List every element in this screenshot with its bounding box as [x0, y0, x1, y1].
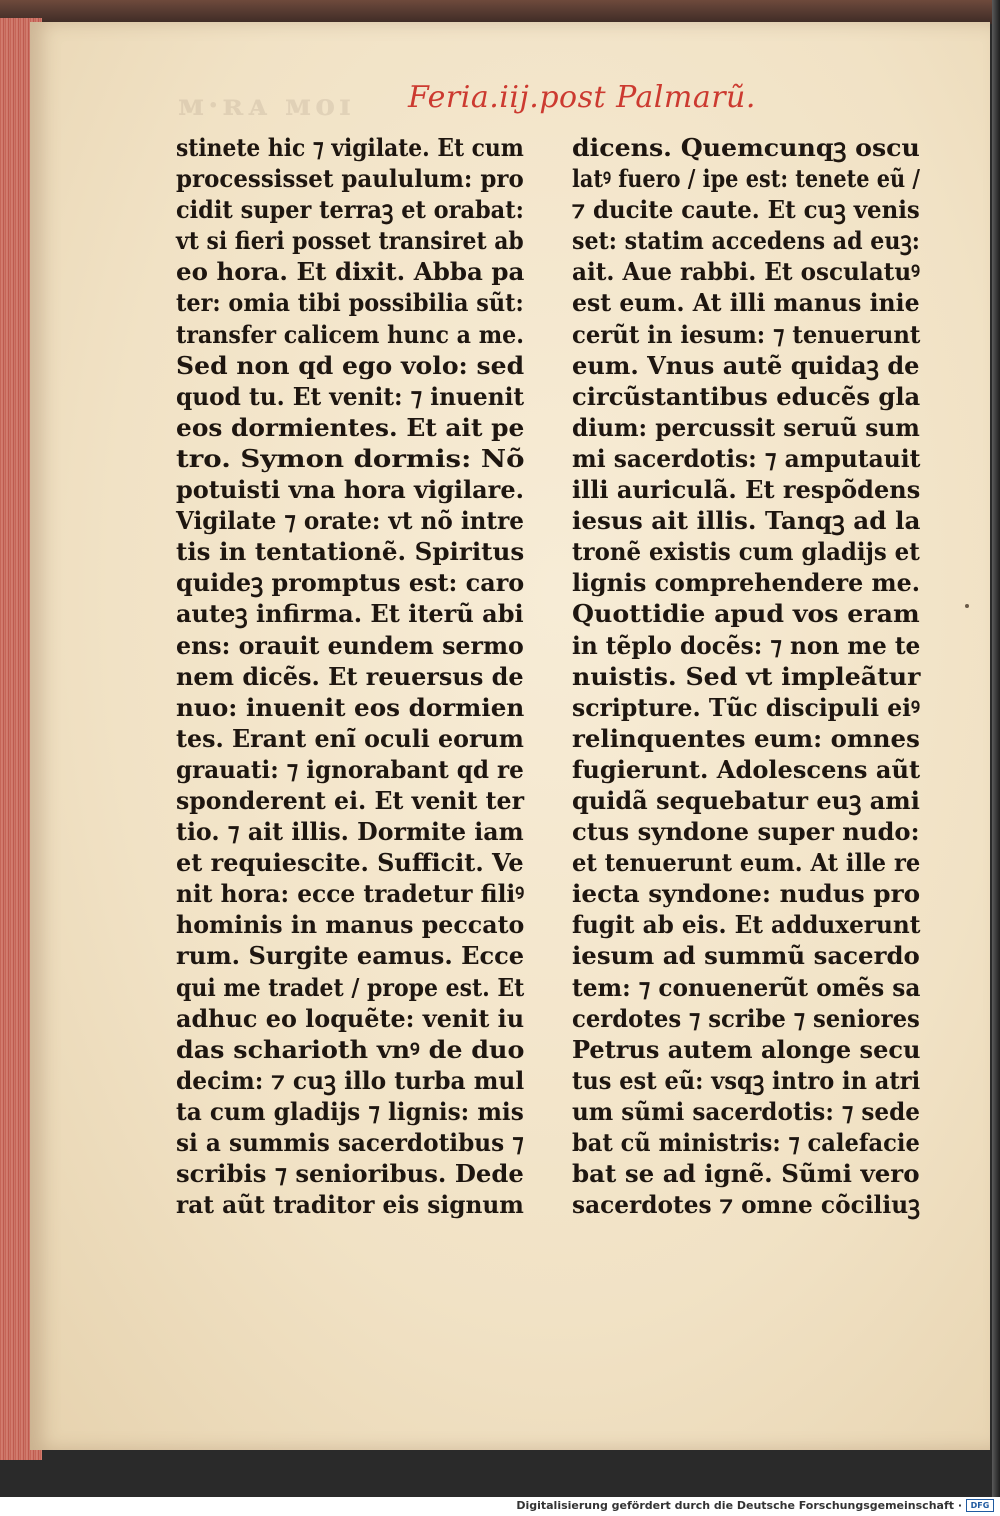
text-line: Vigilate ⁊ orate: vt nõ intre [176, 506, 524, 536]
text-line: latꝰ fuero / ipe est: tenete eũ / [572, 164, 921, 194]
text-line: sponderent ei. Et venit ter [176, 785, 525, 815]
text-line: adhuc eo loquẽte: venit iu [176, 1003, 525, 1033]
text-line: rum. Surgite eamus. Ecce [176, 941, 525, 971]
text-line: eos dormientes. Et ait pe [176, 412, 525, 442]
footer-bar [0, 1497, 1000, 1516]
text-line: iecta syndone: nudus pro [572, 879, 921, 909]
text-line: est eum. At illi manus inie [572, 288, 920, 318]
running-head: Feria.iij.post Palmarũ. [408, 80, 756, 115]
text-line: et requiescite. Sufficit. Ve [176, 848, 524, 878]
text-line: dicens. Quemcunqꝫ oscu [572, 133, 920, 162]
text-line: et tenuerunt eum. At ille re [572, 848, 921, 878]
footer-credit: Digitalisierung gefördert durch die Deutsche Forschungsgemeinschaft · [516, 1499, 962, 1512]
text-line: tes. Erant enĩ oculi eorum [176, 723, 524, 753]
text-line: quideꝫ promptus est: caro [176, 568, 525, 598]
text-line: Petrus autem alonge secu [572, 1034, 921, 1064]
dfg-logo: DFG [966, 1499, 994, 1512]
text-line: Sed non qd ego volo: sed [176, 350, 525, 380]
text-line: si a summis sacerdotibus ⁊ [176, 1128, 524, 1157]
text-line: tem: ⁊ conuenerũt omẽs sa [572, 972, 921, 1002]
text-line: ens: orauit eundem sermo [176, 630, 524, 660]
text-line: qui me tradet / prope est. Et [176, 972, 525, 1002]
text-line: dium: percussit seruũ sum [572, 412, 920, 442]
text-line: nuistis. Sed vt impleãtur [572, 661, 921, 691]
text-line: nem dicẽs. Et reuersus de [176, 661, 524, 691]
right-text-column [572, 132, 922, 1220]
text-line: processisset paululum: pro [176, 164, 524, 194]
text-line: hominis in manus peccato [176, 910, 525, 940]
text-line: nuo: inuenit eos dormien [176, 692, 525, 722]
text-line: vt si fieri posset transiret ab [176, 226, 524, 256]
text-line: um sũmi sacerdotis: ⁊ sede [572, 1096, 920, 1126]
text-line: ta cum gladijs ⁊ lignis: mis [176, 1096, 524, 1126]
text-line: quod tu. Et venit: ⁊ inuenit [176, 381, 525, 411]
book-right-edge [992, 0, 1000, 1497]
text-line: cerũt in iesum: ⁊ tenuerunt [572, 319, 921, 349]
text-line: cerdotes ⁊ scribe ⁊ seniores [572, 1003, 920, 1033]
text-line: iesum ad summũ sacerdo [572, 941, 920, 971]
text-line: mi sacerdotis: ⁊ amputauit [572, 443, 921, 473]
text-line: cidit super terraꝫ et orabat: [176, 195, 524, 225]
text-line: das scharioth vnꝰ de duo [176, 1034, 525, 1064]
text-line: fugierunt. Adolescens aũt [572, 754, 921, 784]
bleed-through-heading: ᴍ·ʀᴀ ᴍᴏɪ [178, 88, 355, 123]
text-line: bat se ad ignẽ. Sũmi vero [572, 1159, 920, 1189]
text-line: transfer calicem hunc a me. [176, 319, 524, 349]
text-line: stinete hic ⁊ vigilate. Et cum [176, 133, 524, 162]
text-line: in tẽplo docẽs: ⁊ non me te [572, 630, 921, 660]
text-line: tro. Symon dormis: Nõ [176, 443, 525, 473]
text-line: grauati: ⁊ ignorabant qd re [176, 754, 524, 784]
text-line: bat cũ ministris: ⁊ calefacie [572, 1128, 920, 1157]
text-line: ait. Aue rabbi. Et osculatuꝰ [572, 257, 920, 287]
text-line: auteꝫ infirma. Et iterũ abi [176, 599, 524, 629]
text-line: ⁊ ducite caute. Et cuꝫ venis [572, 195, 920, 225]
text-line: tronẽ existis cum gladijs et [572, 537, 920, 567]
text-line: iesus ait illis. Tanqꝫ ad la [572, 506, 921, 536]
text-line: sacerdotes ⁊ omne cõciliuꝫ [572, 1190, 920, 1220]
text-line: Quottidie apud vos eram [572, 599, 920, 629]
text-line: ter: omia tibi possibilia sũt: [176, 288, 524, 318]
text-line: scribis ⁊ senioribus. Dede [176, 1159, 524, 1189]
paper-speck [965, 604, 969, 608]
text-line: relinquentes eum: omnes [572, 723, 920, 753]
text-line: quidã sequebatur euꝫ ami [572, 785, 920, 815]
text-line: circũstantibus educẽs gla [572, 381, 921, 411]
text-line: nit hora: ecce tradetur filiꝰ [176, 879, 525, 909]
text-line: tio. ⁊ ait illis. Dormite iam [176, 817, 524, 847]
text-line: tis in tentationẽ. Spiritus [176, 537, 525, 567]
left-text-column [176, 132, 526, 1220]
text-line: ctus syndone super nudo: [572, 817, 920, 847]
text-line: lignis comprehendere me. [572, 568, 920, 598]
text-line: fugit ab eis. Et adduxerunt [572, 910, 921, 940]
text-line: set: statim accedens ad euꝫ: [572, 226, 920, 256]
text-line: decim: ⁊ cuꝫ illo turba mul [176, 1065, 525, 1095]
text-line: eo hora. Et dixit. Abba pa [176, 257, 525, 287]
text-line: tus est eũ: vsqꝫ intro in atri [572, 1065, 921, 1095]
text-line: scripture. Tũc discipuli eiꝰ [572, 692, 921, 722]
text-line: potuisti vna hora vigilare. [176, 475, 524, 505]
text-line: eum. Vnus autẽ quidaꝫ de [572, 350, 920, 380]
text-line: rat aũt traditor eis signum [176, 1190, 524, 1220]
book-top-edge [0, 0, 1000, 24]
text-line: illi auriculã. Et respõdens [572, 475, 921, 505]
